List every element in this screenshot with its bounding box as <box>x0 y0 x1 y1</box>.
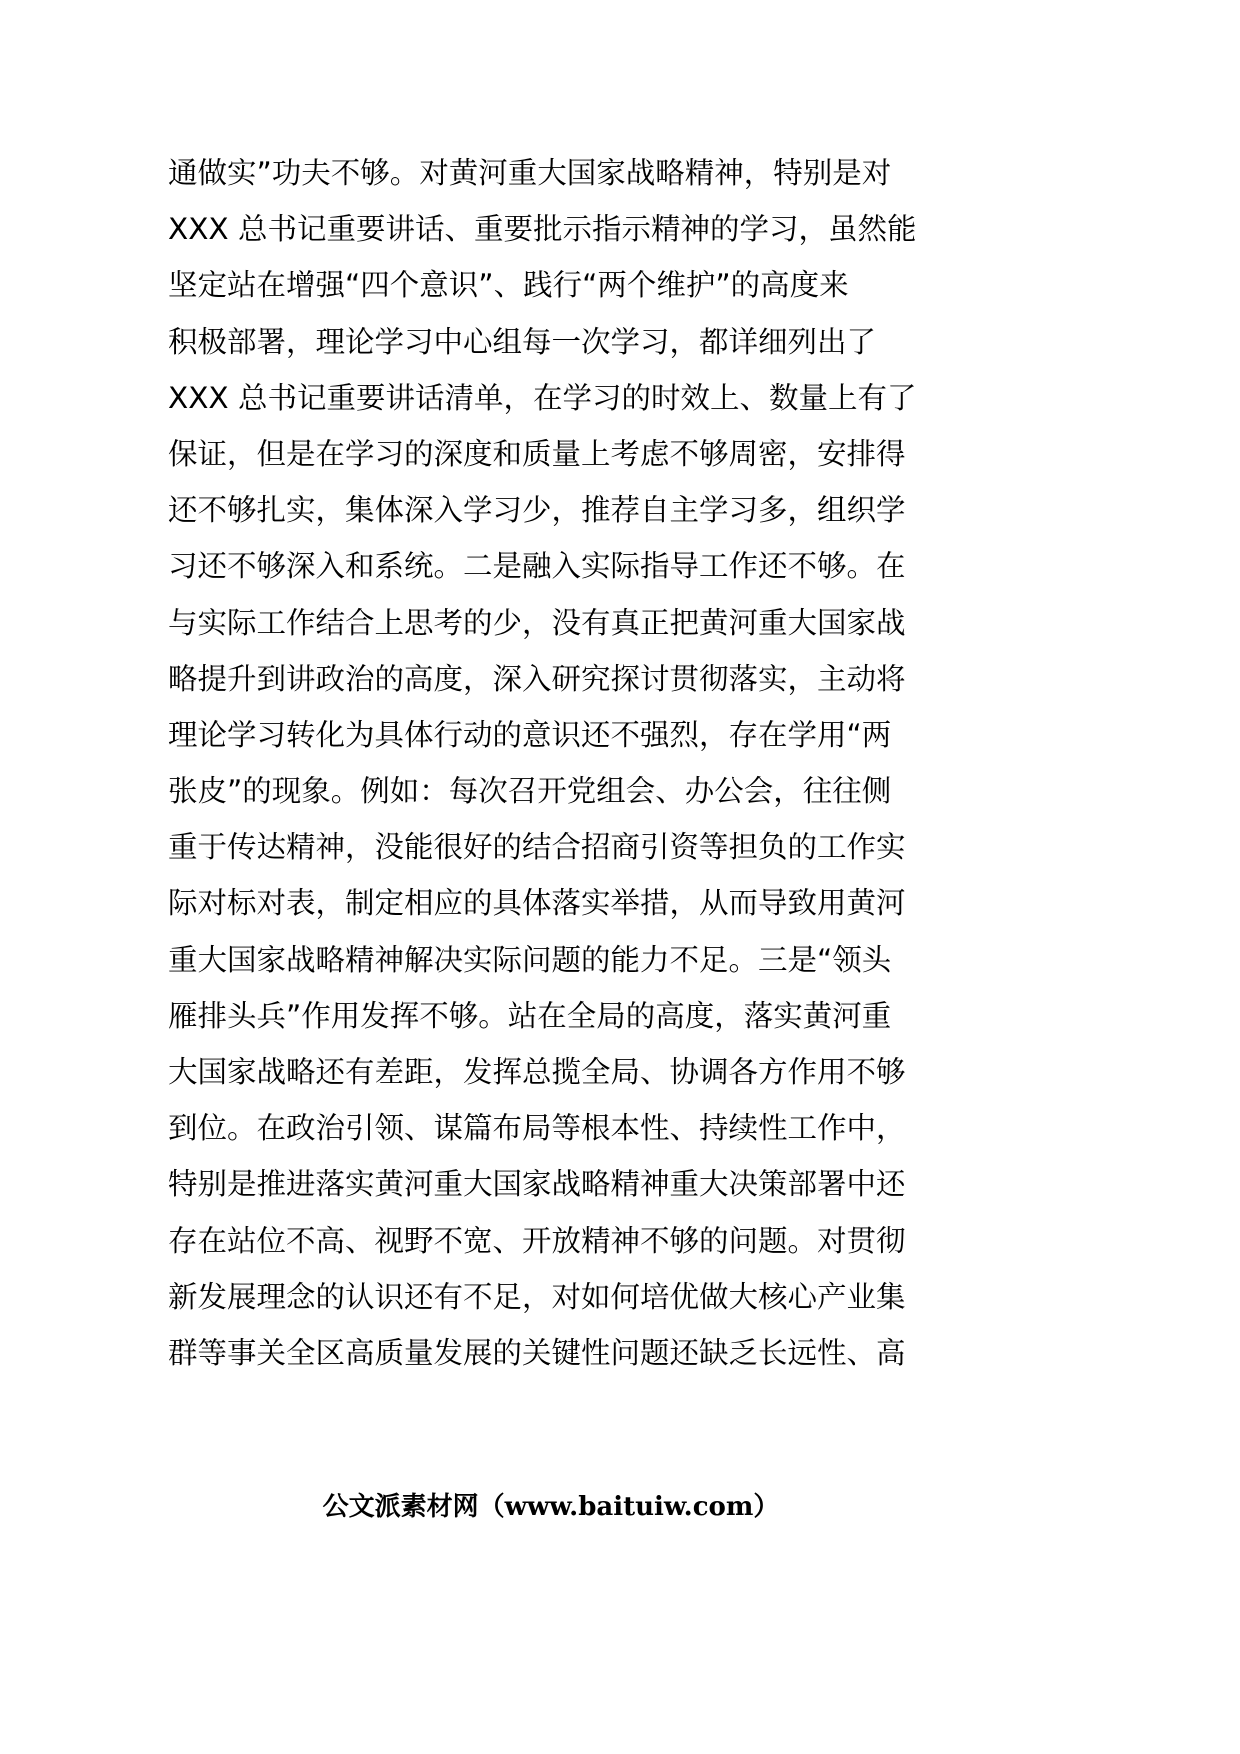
text-line-6: 保证，但是在学习的深度和质量上考虑不够周密，安排得 <box>168 436 906 471</box>
text-line-22: 群等事关全区高质量发展的关键性问题还缺乏长远性、高 <box>168 1335 906 1370</box>
text-line-20: 存在站位不高、视野不宽、开放精神不够的问题。对贯彻 <box>168 1223 906 1258</box>
text-line-3: 坚定站在增强“四个意识”、践行“两个维护”的高度来 <box>168 268 849 303</box>
text-line-9: 与实际工作结合上思考的少，没有真正把黄河重大国家战 <box>168 605 906 640</box>
text-line-4: 积极部署，理论学习中心组每一次学习，都详细列出了 <box>168 324 877 359</box>
text-line-16: 雁排头兵”作用发挥不够。站在全局的高度，落实黄河重 <box>168 998 892 1033</box>
text-line-2: XXX 总书记重要讲话、重要批示指示精神的学习，虽然能 <box>168 212 917 247</box>
text-line-19: 特别是推进落实黄河重大国家战略精神重大决策部署中还 <box>168 1167 906 1202</box>
text-line-15: 重大国家战略精神解决实际问题的能力不足。三是“领头 <box>168 942 892 977</box>
text-line-18: 到位。在政治引领、谋篇布局等根本性、持续性工作中， <box>168 1111 906 1146</box>
text-line-12: 张皮”的现象。例如：每次召开党组会、办公会，往往侧 <box>168 774 892 809</box>
text-line-17: 大国家战略还有差距，发挥总揽全局、协调各方作用不够 <box>168 1055 906 1089</box>
body-text <box>168 145 948 1381</box>
text-line-14: 际对标对表，制定相应的具体落实举措，从而导致用黄河 <box>168 886 906 921</box>
text-line-21: 新发展理念的认识还有不足，对如何培优做大核心产业集 <box>168 1279 906 1314</box>
page-footer-watermark: 公文派素材网（www.baituiw.com） <box>322 1492 780 1522</box>
text-line-10: 略提升到讲政治的高度，深入研究探讨贯彻落实，主动将 <box>168 661 906 696</box>
text-line-7: 还不够扎实，集体深入学习少，推荐自主学习多，组织学 <box>168 493 906 528</box>
text-line-13: 重于传达精神，没能很好的结合招商引资等担负的工作实 <box>168 830 906 865</box>
text-line-5: XXX 总书记重要讲话清单，在学习的时效上、数量上有了 <box>168 380 917 415</box>
text-line-11: 理论学习转化为具体行动的意识还不强烈，存在学用“两 <box>168 717 892 752</box>
text-line-1: 通做实”功夫不够。对黄河重大国家战略精神，特别是对 <box>168 156 892 190</box>
text-line-8: 习还不够深入和系统。二是融入实际指导工作还不够。在 <box>168 549 906 584</box>
